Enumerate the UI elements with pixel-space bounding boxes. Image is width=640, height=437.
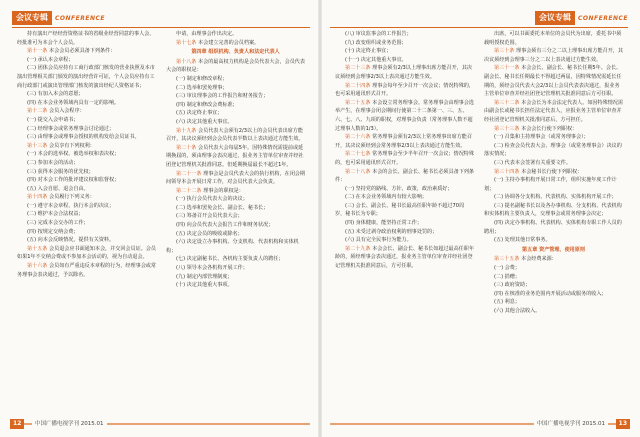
paragraph: 申请，由理事会作出决定。 bbox=[176, 31, 238, 37]
article-number: 第十七条 bbox=[176, 39, 197, 46]
masthead: 中国广播电视学刊 2015.01 bbox=[32, 419, 107, 429]
page-number: 13 bbox=[616, 419, 630, 429]
article-number: 第三十五条 bbox=[494, 256, 520, 263]
section-tag-en: CONFERENCE bbox=[578, 14, 628, 22]
right-columns bbox=[330, 30, 628, 415]
paragraph: (一) 主持办事机构开展日常工作，组织实施年度工作计划； bbox=[484, 177, 617, 192]
paragraph: 第二十七条 常务理事会至少半年召开一次会议；情况特殊的，也可采用通讯形式召开。 bbox=[335, 151, 474, 166]
article-number: 第二十三条 bbox=[345, 65, 371, 72]
paragraph: (二) 协调各分支机构、代表机构、实体机构开展工作； bbox=[494, 194, 617, 201]
article-number: 第三十三条 bbox=[494, 125, 520, 132]
paragraph: 第二十条 会员代表大会每届5年。因特殊情况需提前或延期换届的，须由理事会表决通过，报业务主管单位审查并经社团登记管理机关批准同意。但延期换届最长不超过1年。 bbox=[166, 144, 304, 168]
paragraph: 第二十六条 常务理事会须有2/3以上常务理事出席方能召开，其决议须经到会常务理事2/3以上表决通过方能生效。 bbox=[335, 134, 472, 149]
paragraph: 第二十九条 本会会长、副会长、秘书长如超过最高任职年龄的，须经理事会表决通过，报业务主管单位审查并经社团登记管理机关批准同意后，方可任职。 bbox=[335, 245, 474, 270]
paragraph: (二) 在本会业务领域内有较大影响； bbox=[345, 194, 428, 201]
paragraph: (二) 维护本会合法权益； bbox=[27, 211, 84, 218]
paragraph: 第二十五条 本会设立常务理事会。常务理事会由理事会选举产生，在理事会闭会期间行使第二十二条第一、三、五、六、七、八、九项的职权，对理事会负责（常务理事人数不超过理事人数的1/3）。 bbox=[335, 99, 474, 132]
paragraph: 第三十条 理事会须有三分之二以上理事出席方能召开，其决议须经到会理事三分之二以上表决通过方能生效。 bbox=[484, 48, 623, 63]
paragraph: (七) 决定副秘书长、各机构主要负责人的聘任； bbox=[176, 256, 284, 263]
article-number: 第十八条 bbox=[176, 58, 197, 65]
paragraph: (五) 入会自愿、退会自由。 bbox=[27, 185, 89, 192]
paragraph: (二) 检查会员代表大会、理事会（或常务理事会）决议的落实情况； bbox=[484, 142, 622, 158]
paragraph: 第十三条 会员享有下列权利： bbox=[27, 142, 95, 149]
paragraph: (一) 召集和主持理事会（或常务理事会）； bbox=[494, 134, 589, 141]
section-tag-en: CONFERENCE bbox=[55, 14, 105, 22]
header-rule bbox=[12, 27, 310, 28]
paragraph: 第二十四条 理事会每年至少召开一次会议；情况特殊的，也可采用通讯形式召开。 bbox=[335, 82, 474, 98]
paragraph: (三) 审议理事会的工作报告和财务报告； bbox=[176, 93, 269, 100]
paragraph: (一) 承认本会章程； bbox=[27, 56, 74, 63]
paragraph: (三) 提名副秘书长以及各办事机构、分支机构、代表机构和实体机构主要负责人，交理事会或常务理事会决定； bbox=[484, 202, 622, 218]
paragraph: (十一) 决定其他重大事宜。 bbox=[345, 56, 407, 63]
article-number: 第十二条 bbox=[27, 108, 48, 115]
paragraph: (三) 会长、副会长、秘书长最高任职年龄不超过70周岁，秘书长为专职； bbox=[335, 202, 465, 218]
article-number: 第二十四条 bbox=[345, 82, 371, 89]
left-header bbox=[12, 8, 310, 30]
left-columns bbox=[12, 30, 310, 415]
paragraph: 第十四条 会员履行下列义务： bbox=[27, 194, 95, 201]
article-number: 第三十一条 bbox=[494, 65, 520, 72]
paragraph: (四) 向会员代表大会报告工作和财务状况； bbox=[176, 222, 274, 229]
article-number: 第十六条 bbox=[27, 263, 48, 270]
chapter-heading: 第五章 资产管理、使用原则 bbox=[522, 246, 585, 253]
paragraph: (四) 在本会业务领域内具有一定的影响。 bbox=[27, 99, 120, 106]
paragraph: (二) 捐赠； bbox=[494, 273, 520, 280]
paragraph: (一) 制定和修改章程； bbox=[176, 75, 228, 82]
paragraph: (三) 获得本会服务的优先权； bbox=[27, 168, 94, 175]
paragraph: (四) 身体健康，能坚持正常工作； bbox=[345, 220, 422, 227]
paragraph: (三) 完成本会交办的工作； bbox=[27, 220, 89, 227]
paragraph: (二) 选举和罢免理事； bbox=[176, 84, 228, 91]
section-tag bbox=[12, 11, 105, 25]
paragraph: (五) 处理其他日常事务。 bbox=[494, 237, 551, 244]
paragraph: (一) 会费； bbox=[494, 265, 520, 272]
article-number: 第二十七条 bbox=[345, 151, 371, 158]
right-page bbox=[320, 0, 640, 437]
page-gutter bbox=[318, 0, 322, 437]
paragraph: 第三十一条 本会会长、副会长、秘书长任期5年。会长、副会长、秘书长任期最长不得超过两届，因特殊情况需延长任期的，须经会员代表大会2/3以上会员代表表决通过，报业务主管单位审查并经社团登记管理机关批准同意后方可任职。 bbox=[484, 65, 622, 98]
section-tag-cn: 会议专辑 bbox=[535, 11, 575, 25]
paragraph: 第十五条 会员退会应书面通知本会，并交回会员证。会员如果1年不交纳会费或不参加本会活动的，视为自动退会。 bbox=[17, 245, 156, 261]
left-col-1 bbox=[12, 30, 161, 415]
paragraph: 持有演出产经经营资格证书的省级业经营同意的事人会、经批准可为本会个人会员。 bbox=[17, 31, 155, 46]
paragraph: (二) 选举和罢免会长、副会长、秘书长； bbox=[176, 204, 269, 211]
paragraph: (二) 参加本会的活动； bbox=[27, 159, 79, 166]
paragraph: (三) 代表本会签署有关重要文件。 bbox=[494, 159, 571, 166]
article-number: 第二十五条 bbox=[345, 99, 371, 106]
article-number: 第二十六条 bbox=[345, 134, 371, 141]
right-col-2 bbox=[479, 30, 628, 415]
paragraph: 第十二条 会员入会程序： bbox=[27, 108, 85, 115]
paragraph: (三) 政府资助； bbox=[494, 282, 531, 289]
article-number: 第三十四条 bbox=[494, 168, 520, 175]
paragraph: (五) 决定终止事宜； bbox=[176, 110, 223, 117]
paragraph: 出席，可以书面委托本单位的会员代为出席，委托书中须载明授权范围。 bbox=[484, 31, 622, 46]
article-number: 第十九条 bbox=[176, 127, 197, 134]
article-number: 第十五条 bbox=[27, 245, 48, 252]
paragraph: (五) 向本会反映情况，提供有关资料。 bbox=[27, 237, 115, 244]
left-footer bbox=[10, 419, 310, 431]
paragraph: 第二十三条 理事会须有2/3以上理事出席方能召开，其决议须经到会理事2/3以上表决通过方能生效。 bbox=[335, 65, 472, 80]
paragraph: (四) 制定和修改会费标准； bbox=[176, 101, 238, 108]
article-number: 第十四条 bbox=[27, 194, 48, 201]
header-rule bbox=[330, 27, 628, 28]
masthead: 中国广播电视学刊 2015.01 bbox=[534, 419, 609, 429]
paragraph: (一) 本会的选举权、被选举权和表决权； bbox=[27, 151, 120, 158]
paragraph: (三) 有加入本会的意愿； bbox=[27, 91, 84, 98]
paragraph: (五) 决定会员的吸收或除名； bbox=[176, 230, 243, 237]
article-number: 第十一条 bbox=[27, 48, 48, 55]
paragraph: (十) 决定终止事宜； bbox=[345, 48, 392, 55]
article-number: 第三十二条 bbox=[494, 99, 520, 106]
paragraph: (三) 由理事会或理事会授权的机构发给会员证书。 bbox=[27, 134, 140, 141]
paragraph: (二) 经理事会或常务理事会讨论通过； bbox=[27, 125, 115, 132]
paragraph: (八) 领导本会各机构开展工作； bbox=[176, 265, 248, 272]
right-header bbox=[330, 8, 628, 30]
paragraph: (九) 改变组织或业务范围； bbox=[345, 39, 407, 46]
paragraph: 第十九条 会员代表大会须有2/3以上的会员代表出席方能召开，其决议须经到会会员代表半数以上表决通过方能生效。 bbox=[166, 127, 304, 143]
paragraph: (九) 制定内部管理制度； bbox=[176, 273, 233, 280]
paragraph: (八) 审议监事会的工作报告； bbox=[345, 31, 412, 37]
paragraph: (一) 执行会员代表大会的决议； bbox=[176, 196, 248, 203]
paragraph: (一) 坚持党的路线、方针、政策，政治素质好； bbox=[345, 185, 453, 192]
paragraph: (四) 决定办事机构、代表机构、实体机构专职工作人员的聘用； bbox=[484, 220, 622, 235]
paragraph: 第十六条 会员如有严重违反本章程的行为，经理事会或常务理事会表决通过，予以除名。 bbox=[17, 263, 156, 278]
paragraph: (六) 决定设立办事机构、分支机构、代表机构和实体机构； bbox=[166, 239, 299, 254]
left-col-2 bbox=[161, 30, 310, 415]
article-number: 第二十八条 bbox=[345, 168, 371, 175]
paragraph: (六) 具有完全民事行为能力。 bbox=[345, 237, 412, 244]
paragraph: (一) 遵守本会章程，执行本会的决议； bbox=[27, 202, 115, 209]
page-number: 12 bbox=[10, 419, 24, 429]
paragraph: (十) 决定其他重大事项。 bbox=[176, 282, 233, 289]
paragraph: (四) 在核准的业务范围内开展活动或服务的收入； bbox=[494, 290, 607, 297]
paragraph: 第十七条 本会建立完善的会员档案。 bbox=[176, 39, 260, 46]
article-number: 第二十条 bbox=[176, 144, 197, 151]
article-number: 第三十条 bbox=[494, 48, 515, 55]
paragraph: (二) 团体会员应持有工商行政部门核发的营业执照及本市演出管理相关部门颁发的演出经营许可证，个人会员应持有工商行政部门或演出管理部门核发的演出经纪人资格证书； bbox=[17, 65, 155, 89]
paragraph: (一) 提交入会申请书； bbox=[27, 116, 79, 123]
article-number: 第二十九条 bbox=[345, 245, 371, 252]
chapter-heading: 第四章 组织机构、负责人和法定代表人 bbox=[191, 49, 280, 56]
paragraph: 第三十二条 本会会长为本会法定代表人。如因特殊情况需由副会长或秘书长担任法定代表人，应报业务主管单位审查并经社团登记管理机关批准同意后，方可担任。 bbox=[484, 99, 623, 123]
paragraph: 第二十一条 理事会是会员代表大会的执行机构，在闭会期间领导本会开展日常工作，对会员代表大会负责。 bbox=[166, 170, 305, 186]
paragraph: 第三十五条 本会经费来源： bbox=[494, 256, 557, 263]
article-number: 第二十一条 bbox=[176, 170, 202, 177]
paragraph: 第三十四条 本会秘书长行使下列职权： bbox=[494, 168, 583, 175]
paragraph: (六) 决定其他重大事宜。 bbox=[176, 118, 233, 125]
article-number: 第二十二条 bbox=[176, 187, 202, 194]
paragraph: (三) 筹备召开会员代表大会； bbox=[176, 213, 243, 220]
right-col-1 bbox=[330, 30, 479, 415]
paragraph: 第三十三条 本会会长行使下列职权： bbox=[494, 125, 578, 132]
paragraph: (五) 利息； bbox=[494, 299, 520, 306]
paragraph: 第十一条 本会会员必须具备下列条件： bbox=[27, 48, 116, 55]
section-tag-cn: 会议专辑 bbox=[12, 11, 52, 25]
right-footer bbox=[330, 419, 630, 431]
paragraph: (四) 按规定交纳会费； bbox=[27, 228, 79, 235]
paragraph: (六) 其他合法收入。 bbox=[494, 308, 541, 314]
article-number: 第十三条 bbox=[27, 142, 48, 149]
paragraph: 第二十二条 理事会的职权是： bbox=[176, 187, 244, 194]
paragraph: 第十八条 本会的最高权力机构是会员代表大会，会员代表大会的职权是： bbox=[166, 58, 305, 74]
paragraph: (四) 对本会工作的批评建议权和监督权； bbox=[27, 177, 120, 184]
paragraph: 第二十八条 本会的会长、副会长、秘书长必须具备下列条件： bbox=[335, 168, 474, 184]
section-tag bbox=[535, 11, 628, 25]
paragraph: (五) 未受过剥夺政治权利的刑事处罚的； bbox=[345, 228, 438, 235]
